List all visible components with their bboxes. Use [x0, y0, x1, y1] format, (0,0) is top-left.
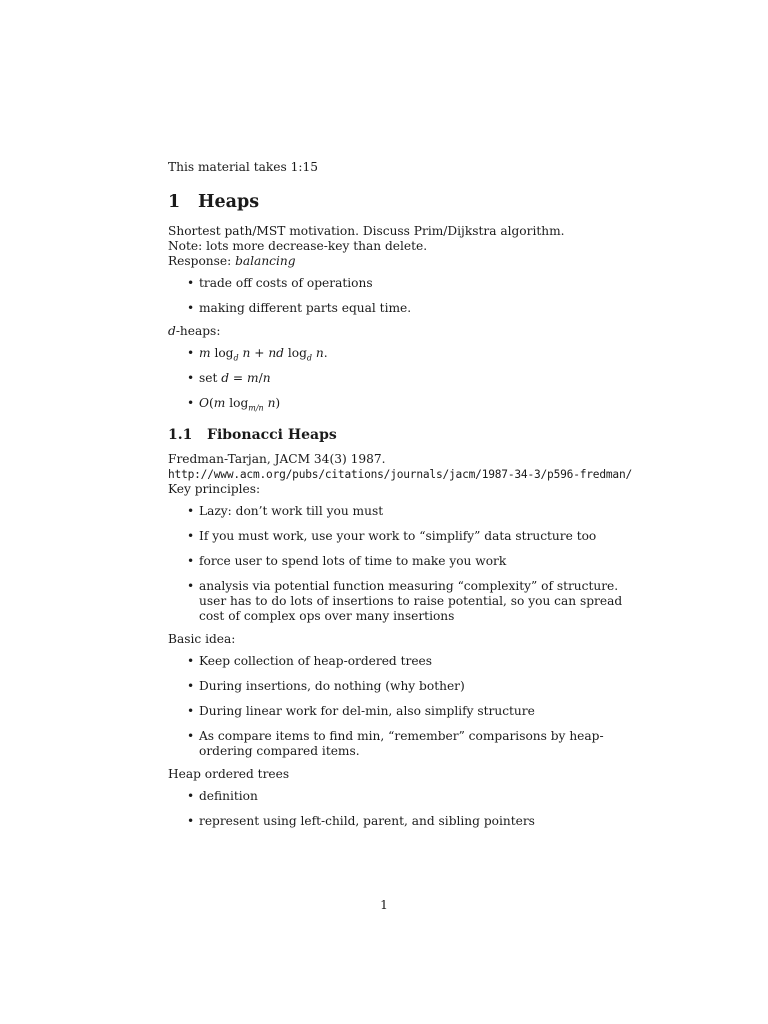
list-item [168, 371, 648, 386]
bullet-glyph: • [187, 579, 195, 593]
document-body [168, 160, 648, 837]
bullet-glyph: • [187, 554, 195, 568]
heaps-paragraph-line1: Shortest path/MST motivation. Discuss Prim/Dijkstra algorithm. [168, 224, 565, 238]
reference-url: http://www.acm.org/pubs/citations/journals/jacm/1987-34-3/p596-fredman/ [168, 468, 633, 481]
list-item: • If you must work, use your work to “simplify” data structure too [187, 529, 597, 543]
list-item: • Keep collection of heap-ordered trees [187, 654, 432, 668]
response-value: balancing [235, 254, 296, 268]
list-item: • Lazy: don’t work till you must [187, 504, 384, 518]
bullet-glyph: • [187, 704, 195, 718]
list-item: • making different parts equal time. [187, 301, 412, 315]
list-item [168, 396, 648, 411]
heaps-paragraph-line2: Note: lots more decrease-key than delete. [168, 239, 428, 253]
bullet-glyph: • [187, 504, 195, 518]
bullet-glyph: • [187, 654, 195, 668]
page-number: 1 [380, 898, 388, 912]
subsection-title: Fibonacci Heaps [207, 427, 337, 443]
subsection-heading [168, 427, 648, 444]
section-number: 1 [168, 192, 181, 212]
bullet-glyph: • [187, 729, 195, 743]
math-expression: set d = m/n [199, 371, 271, 385]
dheaps-list [168, 346, 648, 411]
bullet-glyph: • [187, 276, 195, 290]
bullet-glyph: • [187, 301, 195, 315]
bullet-glyph: • [187, 814, 195, 828]
list-item: • analysis via potential function measuring “complexity” of structure. user has to do lots of insertions to raise potential, so you can spread cost of complex ops over many insertions [187, 579, 623, 623]
subsection-number: 1.1 [168, 427, 193, 443]
key-principles-list [168, 504, 648, 624]
heap-ordered-trees-label: Heap ordered trees [168, 767, 290, 781]
section-heading [168, 192, 648, 212]
math-expression: m $\log_d n$ + nd $\log_d n$. [199, 346, 328, 363]
citation: Fredman-Tarjan, JACM 34(3) 1987. [168, 452, 386, 466]
basic-idea-label: Basic idea: [168, 632, 236, 646]
list-item: • As compare items to find min, “remember” comparisons by heap-ordering compared items. [187, 729, 604, 758]
response-line [168, 254, 648, 269]
list-item [168, 346, 648, 361]
bullet-glyph: • [187, 346, 195, 360]
list-item: • trade off costs of operations [187, 276, 373, 290]
response-label: Response: [168, 254, 236, 268]
bullet-glyph: • [187, 371, 195, 385]
list-item: • force user to spend lots of time to make you work [187, 554, 507, 568]
dheaps-label: d-heaps: [168, 324, 221, 338]
list-item: • represent using left-child, parent, and sibling pointers [187, 814, 535, 828]
bullet-glyph: • [187, 789, 195, 803]
balancing-list [168, 276, 648, 316]
bullet-glyph: • [187, 396, 195, 410]
list-item: • During linear work for del-min, also simplify structure [187, 704, 535, 718]
bullet-glyph: • [187, 679, 195, 693]
heap-ordered-trees-list [168, 789, 648, 829]
section-title: Heaps [198, 192, 260, 212]
basic-idea-list [168, 654, 648, 759]
list-item: • definition [187, 789, 258, 803]
math-expression: O(m $\log_{m/n} n$) [199, 396, 281, 413]
key-principles-label: Key principles: [168, 482, 261, 496]
list-item: • During insertions, do nothing (why bother) [187, 679, 465, 693]
intro-text: This material takes 1:15 [168, 160, 318, 174]
bullet-glyph: • [187, 529, 195, 543]
